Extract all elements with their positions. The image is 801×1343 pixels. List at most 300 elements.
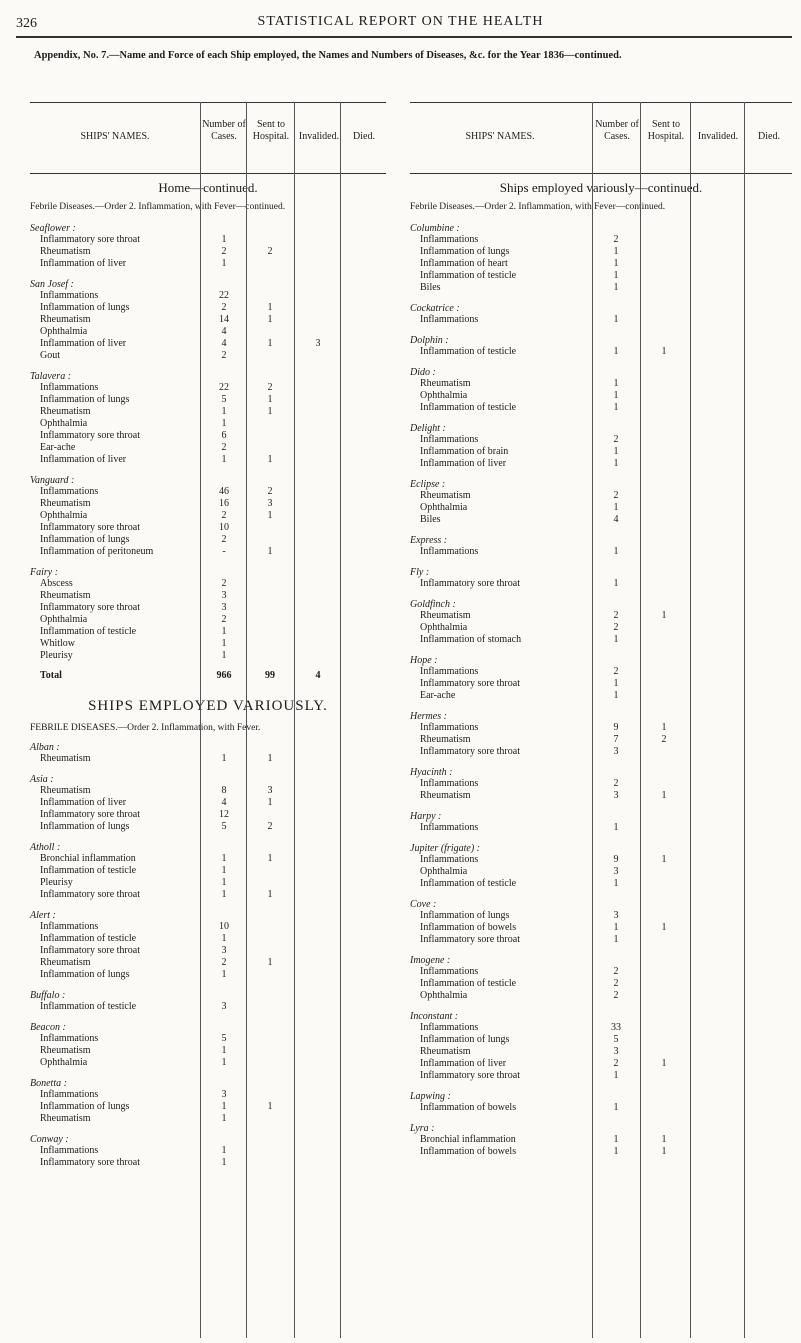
table-row bbox=[30, 853, 386, 865]
right-subheading: Febrile Diseases.—Order 2. Inflammation, with Fever—continued. bbox=[410, 202, 666, 212]
cases-value: 2 bbox=[221, 510, 227, 521]
hospital-value: 1 bbox=[267, 510, 273, 521]
cases-value: 1 bbox=[221, 753, 227, 764]
hospital-value: 2 bbox=[267, 821, 273, 832]
cases-value: 2 bbox=[613, 978, 619, 989]
table-row bbox=[30, 1101, 386, 1113]
disease-name: Inflammatory sore throat bbox=[40, 430, 140, 441]
hospital-value: 1 bbox=[267, 454, 273, 465]
cases-value: 1 bbox=[221, 1101, 227, 1112]
right-table-body bbox=[410, 214, 792, 1158]
cases-value: 1 bbox=[221, 1157, 227, 1168]
hospital-value: 3 bbox=[267, 785, 273, 796]
ship-name: Cockatrice : bbox=[410, 303, 460, 314]
disease-name: Pleurisy bbox=[40, 650, 73, 661]
table-row bbox=[410, 722, 792, 734]
ship-name: Delight : bbox=[410, 423, 446, 434]
cases-value: 1 bbox=[613, 878, 619, 889]
cases-value: 1 bbox=[613, 378, 619, 389]
disease-name: Bronchial inflammation bbox=[420, 1134, 516, 1145]
disease-name: Ophthalmia bbox=[40, 510, 88, 521]
cases-value: 1 bbox=[613, 346, 619, 357]
column-rule bbox=[744, 102, 745, 1338]
table-row bbox=[410, 1034, 792, 1046]
left-table-body bbox=[30, 214, 386, 1169]
hospital-value: 2 bbox=[267, 246, 273, 257]
hospital-value: 1 bbox=[267, 394, 273, 405]
table-row bbox=[410, 1022, 792, 1034]
cases-value: 2 bbox=[613, 434, 619, 445]
cases-value: 10 bbox=[219, 921, 229, 932]
table-row bbox=[410, 282, 792, 294]
disease-name: Ophthalmia bbox=[420, 622, 468, 633]
ship-name: Alert : bbox=[30, 910, 56, 921]
section-title-ships-employed-variously: SHIPS EMPLOYED VARIOUSLY. bbox=[88, 698, 328, 714]
cases-value: 1 bbox=[613, 446, 619, 457]
hospital-value: 2 bbox=[661, 734, 667, 745]
table-row bbox=[410, 1102, 792, 1114]
table-row bbox=[410, 234, 792, 246]
table-row bbox=[30, 290, 386, 302]
disease-name: Inflammation of bowels bbox=[420, 1146, 517, 1157]
disease-name: Inflammation of testicle bbox=[420, 978, 517, 989]
cases-value: 1 bbox=[613, 1102, 619, 1113]
right-section-title: Ships employed variously—continued. bbox=[499, 180, 703, 195]
cases-value: 5 bbox=[221, 1033, 227, 1044]
hospital-value: 1 bbox=[661, 922, 667, 933]
cases-value: 1 bbox=[613, 402, 619, 413]
disease-name: Inflammatory sore throat bbox=[420, 746, 520, 757]
cases-value: 1 bbox=[613, 822, 619, 833]
disease-name: Inflammation of testicle bbox=[420, 402, 517, 413]
table-row bbox=[410, 634, 792, 646]
cases-value: 1 bbox=[221, 889, 227, 900]
cases-value: 1 bbox=[613, 678, 619, 689]
cases-value: 2 bbox=[613, 966, 619, 977]
disease-name: Inflammation of lungs bbox=[40, 302, 130, 313]
disease-name: Inflammatory sore throat bbox=[420, 934, 520, 945]
table-row bbox=[30, 933, 386, 945]
table-row bbox=[410, 502, 792, 514]
table-row bbox=[410, 446, 792, 458]
disease-name: Inflammation of liver bbox=[40, 797, 127, 808]
table-row bbox=[410, 246, 792, 258]
disease-name: Rheumatism bbox=[420, 790, 471, 801]
table-row bbox=[30, 1089, 386, 1101]
disease-name: Ophthalmia bbox=[420, 990, 468, 1001]
table-row bbox=[410, 258, 792, 270]
total-cases: 966 bbox=[216, 670, 232, 681]
table-row bbox=[410, 866, 792, 878]
table-row bbox=[410, 746, 792, 758]
table-row bbox=[30, 753, 386, 765]
table-row bbox=[30, 442, 386, 454]
cases-value: 1 bbox=[221, 638, 227, 649]
table-row bbox=[410, 934, 792, 946]
cases-value: 33 bbox=[611, 1022, 621, 1033]
table-row bbox=[30, 1057, 386, 1069]
cases-value: 1 bbox=[613, 258, 619, 269]
disease-name: Inflammations bbox=[40, 290, 99, 301]
disease-name: Inflammation of bowels bbox=[420, 1102, 517, 1113]
disease-name: Inflammations bbox=[420, 666, 479, 677]
table-row bbox=[410, 1046, 792, 1058]
running-header: STATISTICAL REPORT ON THE HEALTH bbox=[257, 14, 544, 29]
disease-name: Inflammation of lungs bbox=[420, 246, 510, 257]
table-row bbox=[30, 957, 386, 969]
cases-value: 3 bbox=[613, 1046, 619, 1057]
table-row bbox=[410, 270, 792, 282]
disease-name: Ophthalmia bbox=[40, 418, 88, 429]
table-row bbox=[410, 790, 792, 802]
disease-name: Ophthalmia bbox=[40, 326, 88, 337]
cases-value: 2 bbox=[221, 614, 227, 625]
total-row bbox=[30, 670, 386, 682]
ship-name: Hyacinth : bbox=[410, 767, 453, 778]
disease-name: Inflammation of testicle bbox=[40, 865, 137, 876]
cases-value: 2 bbox=[221, 578, 227, 589]
header-number-of-cases: Number of Cases. bbox=[202, 119, 246, 142]
table-row bbox=[410, 578, 792, 590]
disease-name: Inflammations bbox=[420, 1022, 479, 1033]
table-row bbox=[410, 434, 792, 446]
ship-name: Vanguard : bbox=[30, 475, 75, 486]
table-row bbox=[30, 877, 386, 889]
hospital-value: 1 bbox=[267, 889, 273, 900]
cases-value: 4 bbox=[221, 326, 227, 337]
table-row bbox=[30, 650, 386, 662]
disease-name: Inflammatory sore throat bbox=[420, 578, 520, 589]
table-row bbox=[30, 578, 386, 590]
cases-value: 1 bbox=[613, 270, 619, 281]
cases-value: 1 bbox=[613, 282, 619, 293]
cases-value: 8 bbox=[221, 785, 227, 796]
table-row bbox=[30, 626, 386, 638]
cases-value: 4 bbox=[613, 514, 619, 525]
disease-name: Inflammation of lungs bbox=[40, 821, 130, 832]
ship-name: Atholl : bbox=[30, 842, 61, 853]
disease-name: Rheumatism bbox=[40, 314, 91, 325]
ship-name: Imogene : bbox=[410, 955, 451, 966]
ship-name: Goldfinch : bbox=[410, 599, 456, 610]
table-row bbox=[30, 614, 386, 626]
disease-name: Inflammation of lungs bbox=[40, 1101, 130, 1112]
hospital-value: 2 bbox=[267, 486, 273, 497]
disease-name: Inflammation of liver bbox=[40, 258, 127, 269]
total-label: Total bbox=[40, 670, 62, 681]
table-row bbox=[410, 1070, 792, 1082]
hospital-value: 1 bbox=[661, 1058, 667, 1069]
hospital-value: 2 bbox=[267, 382, 273, 393]
disease-name: Ophthalmia bbox=[420, 866, 468, 877]
cases-value: 2 bbox=[613, 778, 619, 789]
right-column bbox=[410, 80, 792, 1340]
cases-value: 22 bbox=[219, 382, 229, 393]
disease-name: Ophthalmia bbox=[420, 390, 468, 401]
ship-name: Columbine : bbox=[410, 223, 460, 234]
disease-name: Rheumatism bbox=[40, 957, 91, 968]
disease-name: Inflammation of testicle bbox=[40, 626, 137, 637]
hospital-value: 1 bbox=[267, 797, 273, 808]
table-row bbox=[30, 246, 386, 258]
column-rule bbox=[690, 102, 691, 1338]
table-row bbox=[410, 378, 792, 390]
disease-name: Inflammations bbox=[40, 486, 99, 497]
table-row bbox=[30, 350, 386, 362]
header-died: Died. bbox=[758, 131, 780, 142]
left-column bbox=[30, 80, 386, 1340]
hospital-value: 1 bbox=[267, 314, 273, 325]
ship-name: Lapwing : bbox=[410, 1091, 451, 1102]
header-invalided: Invalided. bbox=[298, 131, 340, 142]
cases-value: 1 bbox=[221, 650, 227, 661]
disease-name: Inflammations bbox=[420, 234, 479, 245]
disease-name: Biles bbox=[420, 514, 441, 525]
cases-value: 9 bbox=[613, 854, 619, 865]
cases-value: 2 bbox=[221, 957, 227, 968]
ship-name: Alban : bbox=[30, 742, 60, 753]
appendix-title: Appendix, No. 7.—Name and Force of each Ship employed, the Names and Numbers of Diseases, &c. for the Year 1836—continued. bbox=[34, 50, 622, 61]
disease-name: Bronchial inflammation bbox=[40, 853, 136, 864]
table-row bbox=[30, 1157, 386, 1169]
ship-name: Fairy : bbox=[30, 567, 59, 578]
cases-value: 1 bbox=[221, 853, 227, 864]
table-row bbox=[410, 678, 792, 690]
ship-name: Express : bbox=[410, 535, 448, 546]
cases-value: 6 bbox=[221, 430, 227, 441]
table-row bbox=[410, 854, 792, 866]
table-row bbox=[30, 498, 386, 510]
cases-value: 1 bbox=[613, 390, 619, 401]
table-row bbox=[30, 534, 386, 546]
cases-value: 22 bbox=[219, 290, 229, 301]
cases-value: 3 bbox=[221, 590, 227, 601]
cases-value: 1 bbox=[221, 1045, 227, 1056]
ship-name: Hermes : bbox=[410, 711, 447, 722]
cases-value: 3 bbox=[613, 790, 619, 801]
hospital-value: 1 bbox=[661, 790, 667, 801]
ship-name: Conway : bbox=[30, 1134, 69, 1145]
header-number-of-cases: Number of Cases. bbox=[595, 119, 639, 142]
cases-value: 3 bbox=[613, 910, 619, 921]
table-row bbox=[30, 522, 386, 534]
table-row bbox=[410, 390, 792, 402]
table-row bbox=[30, 546, 386, 558]
table-row bbox=[410, 490, 792, 502]
ship-name: Inconstant : bbox=[410, 1011, 459, 1022]
disease-name: Abscess bbox=[40, 578, 73, 589]
disease-name: Biles bbox=[420, 282, 441, 293]
table-row bbox=[410, 666, 792, 678]
disease-name: Rheumatism bbox=[420, 378, 471, 389]
cases-value: 1 bbox=[221, 969, 227, 980]
disease-name: Inflammations bbox=[420, 778, 479, 789]
cases-value: 4 bbox=[221, 797, 227, 808]
ship-name: Lyra : bbox=[410, 1123, 435, 1134]
cases-value: 1 bbox=[221, 1145, 227, 1156]
disease-name: Inflammatory sore throat bbox=[40, 889, 140, 900]
header-ships-names: SHIPS' NAMES. bbox=[80, 131, 150, 142]
ship-name: Dolphin : bbox=[410, 335, 449, 346]
cases-value: 10 bbox=[219, 522, 229, 533]
cases-value: 5 bbox=[221, 821, 227, 832]
cases-value: 1 bbox=[613, 246, 619, 257]
disease-name: Inflammation of testicle bbox=[420, 270, 517, 281]
table-row bbox=[30, 486, 386, 498]
table-row bbox=[30, 602, 386, 614]
disease-name: Inflammation of bowels bbox=[420, 922, 517, 933]
disease-name: Inflammations bbox=[40, 382, 99, 393]
table-row bbox=[30, 430, 386, 442]
febrile-subheading: FEBRILE DISEASES.—Order 2. Inflammation, with Fever. bbox=[30, 723, 261, 733]
total-invalided: 4 bbox=[315, 670, 321, 681]
cases-value: 1 bbox=[221, 258, 227, 269]
cases-value: 1 bbox=[613, 1070, 619, 1081]
disease-name: Rheumatism bbox=[40, 1113, 91, 1124]
table-row bbox=[30, 302, 386, 314]
disease-name: Rheumatism bbox=[420, 610, 471, 621]
cases-value: 4 bbox=[221, 338, 227, 349]
disease-name: Inflammatory sore throat bbox=[40, 234, 140, 245]
table-row bbox=[30, 821, 386, 833]
ship-name: Hope : bbox=[410, 655, 438, 666]
disease-name: Inflammation of lungs bbox=[40, 534, 130, 545]
disease-name: Inflammation of testicle bbox=[40, 1001, 137, 1012]
header-rule bbox=[16, 36, 792, 38]
disease-name: Inflammation of heart bbox=[420, 258, 508, 269]
disease-name: Inflammation of testicle bbox=[420, 346, 517, 357]
cases-value: 1 bbox=[221, 865, 227, 876]
disease-name: Ear-ache bbox=[420, 690, 456, 701]
table-row bbox=[410, 966, 792, 978]
table-row bbox=[410, 546, 792, 558]
header-sent-to-hospital: Sent to Hospital. bbox=[647, 119, 685, 142]
disease-name: Inflammation of lungs bbox=[420, 1034, 510, 1045]
table-row bbox=[410, 690, 792, 702]
header-sent-to-hospital: Sent to Hospital. bbox=[252, 119, 290, 142]
ship-name: Seaflower : bbox=[30, 223, 76, 234]
ship-name: San Josef : bbox=[30, 279, 74, 290]
cases-value: 5 bbox=[613, 1034, 619, 1045]
ship-name: Jupiter (frigate) : bbox=[410, 843, 480, 854]
disease-name: Inflammation of stomach bbox=[420, 634, 522, 645]
cases-value: 1 bbox=[613, 314, 619, 325]
ship-name: Cove : bbox=[410, 899, 437, 910]
hospital-value: 1 bbox=[267, 1101, 273, 1112]
cases-value: 2 bbox=[613, 990, 619, 1001]
table-row bbox=[30, 382, 386, 394]
cases-value: 1 bbox=[221, 1057, 227, 1068]
disease-name: Gout bbox=[40, 350, 60, 361]
table-row bbox=[410, 778, 792, 790]
disease-name: Rheumatism bbox=[40, 753, 91, 764]
table-row bbox=[410, 822, 792, 834]
ship-name: Beacon : bbox=[30, 1022, 66, 1033]
disease-name: Rheumatism bbox=[40, 590, 91, 601]
ship-name: Eclipse : bbox=[410, 479, 446, 490]
disease-name: Inflammation of testicle bbox=[40, 933, 137, 944]
cases-value: 1 bbox=[613, 690, 619, 701]
hospital-value: 1 bbox=[661, 722, 667, 733]
hospital-value: 1 bbox=[267, 302, 273, 313]
header-ships-names: SHIPS' NAMES. bbox=[465, 131, 535, 142]
disease-name: Rheumatism bbox=[40, 498, 91, 509]
table-row bbox=[30, 234, 386, 246]
header-invalided: Invalided. bbox=[697, 131, 739, 142]
disease-name: Inflammations bbox=[40, 1033, 99, 1044]
disease-name: Whitlow bbox=[40, 638, 75, 649]
table-row bbox=[410, 458, 792, 470]
table-row bbox=[30, 258, 386, 270]
hospital-value: 1 bbox=[267, 753, 273, 764]
table-row bbox=[30, 418, 386, 430]
column-rule bbox=[592, 102, 593, 1338]
cases-value: 3 bbox=[613, 746, 619, 757]
left-subheading: Febrile Diseases.—Order 2. Inflammation, with Fever—continued. bbox=[30, 202, 286, 212]
cases-value: 1 bbox=[221, 933, 227, 944]
cases-value: 1 bbox=[221, 877, 227, 888]
disease-name: Inflammation of liver bbox=[40, 454, 127, 465]
disease-name: Inflammatory sore throat bbox=[420, 678, 520, 689]
table-row bbox=[410, 734, 792, 746]
disease-name: Ear-ache bbox=[40, 442, 76, 453]
table-row bbox=[410, 1146, 792, 1158]
disease-name: Inflammatory sore throat bbox=[40, 522, 140, 533]
table-row bbox=[410, 910, 792, 922]
cases-value: 3 bbox=[221, 1089, 227, 1100]
table-row bbox=[410, 514, 792, 526]
hospital-value: 1 bbox=[267, 546, 273, 557]
disease-name: Inflammations bbox=[420, 854, 479, 865]
table-row bbox=[30, 338, 386, 350]
disease-name: Inflammations bbox=[40, 1089, 99, 1100]
cases-value: 1 bbox=[221, 1113, 227, 1124]
cases-value: 2 bbox=[221, 246, 227, 257]
disease-name: Inflammations bbox=[420, 546, 479, 557]
cases-value: 3 bbox=[221, 602, 227, 613]
table-row bbox=[410, 346, 792, 358]
ship-name: Buffalo : bbox=[30, 990, 66, 1001]
disease-name: Ophthalmia bbox=[40, 614, 88, 625]
left-table-header bbox=[30, 102, 386, 174]
disease-name: Ophthalmia bbox=[420, 502, 468, 513]
table-row bbox=[410, 622, 792, 634]
table-row bbox=[30, 1001, 386, 1013]
table-row bbox=[410, 1134, 792, 1146]
disease-name: Inflammations bbox=[420, 966, 479, 977]
cases-value: 1 bbox=[613, 1146, 619, 1157]
disease-name: Rheumatism bbox=[420, 490, 471, 501]
disease-name: Inflammation of lungs bbox=[40, 969, 130, 980]
table-row bbox=[410, 922, 792, 934]
cases-value: 1 bbox=[613, 502, 619, 513]
table-row bbox=[30, 510, 386, 522]
table-row bbox=[30, 889, 386, 901]
hospital-value: 1 bbox=[661, 1146, 667, 1157]
disease-name: Inflammation of brain bbox=[420, 446, 509, 457]
disease-name: Inflammations bbox=[420, 722, 479, 733]
right-table-header bbox=[410, 102, 792, 174]
cases-value: 2 bbox=[613, 490, 619, 501]
cases-value: 2 bbox=[221, 534, 227, 545]
disease-name: Inflammations bbox=[40, 921, 99, 932]
disease-name: Inflammatory sore throat bbox=[40, 602, 140, 613]
cases-value: 2 bbox=[613, 234, 619, 245]
hospital-value: 1 bbox=[661, 854, 667, 865]
cases-value: 5 bbox=[221, 394, 227, 405]
cases-value: - bbox=[222, 546, 226, 557]
table-row bbox=[30, 945, 386, 957]
